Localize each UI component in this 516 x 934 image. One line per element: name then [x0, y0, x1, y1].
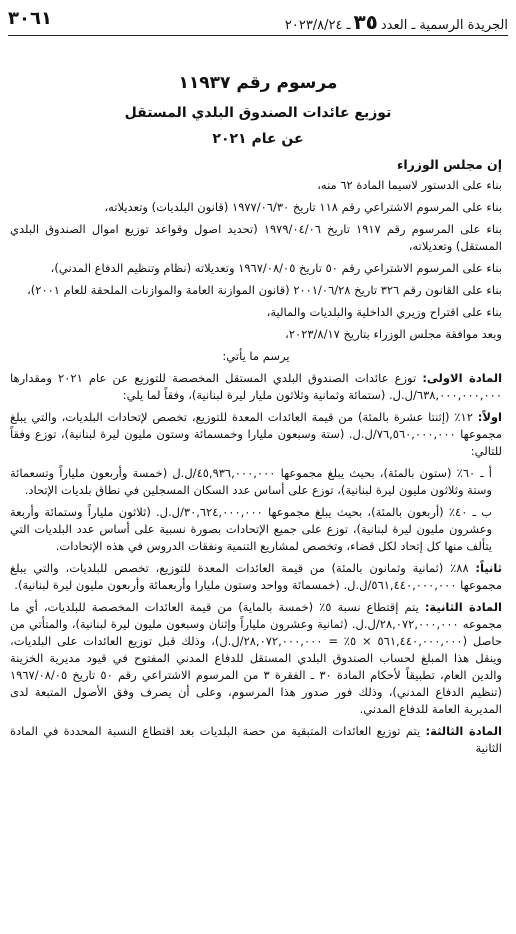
- decree-year: عن عام ٢٠٢١: [212, 131, 304, 147]
- article-3-text: يتم توزيع العائدات المتبقية من حصة البلديات بعد اقتطاع النسبة المحددة في المادة الثانية: [10, 724, 502, 755]
- article-3-label: المادة الثالثة:: [425, 724, 502, 738]
- issue-date: ـ ٢٠٢٣/٨/٢٤: [284, 18, 351, 33]
- article-2-label: المادة الثانية:: [424, 600, 502, 614]
- issue-number: ٣٥: [353, 10, 378, 34]
- gazette-name: الجريدة الرسمية ـ العدد: [380, 18, 508, 33]
- decree-body: [10, 156, 502, 762]
- decree-subject: توزيع عائدات الصندوق البلدي المستقل: [124, 105, 392, 121]
- article-3: [10, 723, 502, 757]
- article-1: [10, 370, 502, 404]
- header-divider: [8, 35, 508, 36]
- recital: بناء على الدستور لاسيما المادة ٦٢ منه،: [317, 178, 502, 192]
- recital: بناء على القانون رقم ٣٢٦ تاريخ ٢٠٠١/٠٦/٢٨ (قانون الموازنة العامة والموازنات الملحقة للعام ٢٠٠١)،: [27, 283, 502, 297]
- recital: بناء على المرسوم الاشتراعي رقم ٥٠ تاريخ ١٩٦٧/٠٨/٠٥ وتعديلاته (نظام وتنظيم الدفاع المدني)،: [50, 261, 502, 275]
- clause-a: أ ـ ٦٠٪ (ستون بالمئة)، بحيث يبلغ مجموعها ٤٥,٩٣٦,٠٠٠,٠٠٠/ل.ل (خمسة وأربعون ملياراً وتسعمائة وستة وثلاثون مليون ليرة لبنانية)، توزع على أساس عدد السكان المسجلين في نطاق بلديات الإتحاد.: [10, 466, 492, 497]
- article-1-text: توزع عائدات الصندوق البلدي المستقل المخصصة للتوزيع عن عام ٢٠٢١ ومقدارها ٦٣٨,٠٠٠,٠٠٠,٠٠٠/ل.ل. (ستمائة وثمانية وثلاثون مليار ليرة لبنانية)، وفقاً لما يلي:: [10, 371, 502, 402]
- recital: بناء على اقتراح وزيري الداخلية والبلديات والمالية،: [266, 305, 502, 319]
- council-heading: إن مجلس الوزراء: [396, 157, 502, 172]
- decree-title-block: [0, 72, 516, 149]
- page-number: ٣٠٦١: [8, 8, 52, 29]
- clause-second-text: ٨٨٪ (ثمانية وثمانون بالمئة) من قيمة العائدات المعدة للتوزيع، تخصص للبلديات، والتي يبلغ مجموعها ٥٦١,٤٤٠,٠٠٠,٠٠٠/ل.ل. (خمسمائة وواحد وستون مليارا وأربعمائة وأربعون مليون ليرة لبنانية).: [10, 561, 502, 592]
- decree-number: مرسوم رقم ١١٩٣٧: [178, 73, 338, 93]
- clause-first-text: ١٢٪ (إثنتا عشرة بالمئة) من قيمة العائدات المعدة للتوزيع، تخصص لإتحادات البلديات، والتي يبلغ مجموعها ٧٦,٥٦٠,٠٠٠,٠٠٠/ل.ل. (ستة وسبعون مليارا وخمسمائة وستون مليون ليرة لبنانية)، توزع وفقاً للتالي:: [10, 410, 502, 458]
- clause-second: [10, 560, 502, 594]
- clause-first: [10, 409, 502, 460]
- clause-second-label: ثانياً:: [475, 561, 502, 575]
- clause-b: ب ـ ٤٠٪ (أربعون بالمئة)، بحيث يبلغ مجموعها ٣٠,٦٢٤,٠٠٠,٠٠٠/ل.ل. (ثلاثون ملياراً وستمائة وأربعة وعشرون مليون ليرة لبنانية)، توزع على جميع الإتحادات بصورة نسبية على أساس عدد البلديات التي يتألف منها كل إتحاد لكل قضاء، وتخصص لمشاريع التنمية ونفقات الدروس في هذه الإتحادات.: [10, 505, 492, 553]
- recital: بناء على المرسوم رقم ١٩١٧ تاريخ ١٩٧٩/٠٤/٠٦ (تحديد اصول وقواعد توزيع اموال الصندوق البلدي المستقل) وتعديلاته،: [10, 222, 502, 253]
- recital: بناء على المرسوم الاشتراعي رقم ١١٨ تاريخ ١٩٧٧/٠٦/٣٠ (قانون البلديات) وتعديلاته،: [104, 200, 502, 214]
- page-header: [8, 6, 508, 32]
- recital: وبعد موافقة مجلس الوزراء بتاريخ ٢٠٢٣/٨/١٧،: [285, 327, 502, 341]
- clause-first-label: اولاً:: [477, 410, 502, 424]
- article-2-text: يتم إقتطاع نسبة ٥٪ (خمسة بالماية) من قيمة العائدات المخصصة للبلديات، أي ما مجموعه ٢٨,٠٧٢,٠٠٠,٠٠٠/ل.ل. (ثمانية وعشرون ملياراً وإثنان وسبعون مليون ليرة لبنانية)، والمتأتي من حاصل (٥٦١,٤٤٠,٠٠٠,٠٠٠ × ٥٪ = ٢٨,٠٧٢,٠٠٠,٠٠٠/ل.ل)، وذلك قبل توزيع العائدات على البلديات، وينقل هذا المبلغ لحساب الصندوق البلدي المستقل للدفاع المدني المفتوح في قيود مديرية الخزينة والدين العام، تطبيقاً لأحكام المادة ٣٠ ـ الفقرة ٣ من المرسوم الاشتراعي رقم ٥٠ تاريخ ١٩٦٧/٠٨/٠٥ (تنظيم الدفاع المدني)، وذلك فور صدور هذا المرسوم، وعلى أن يصرف وفق الأصول المتبعة لدى المديرية العامة للدفاع المدني.: [10, 600, 503, 716]
- article-1-label: المادة الاولى:: [422, 371, 503, 385]
- gazette-reference: [285, 10, 508, 34]
- decrees-line: يرسم ما يأتي:: [222, 349, 290, 363]
- article-2: [10, 599, 502, 718]
